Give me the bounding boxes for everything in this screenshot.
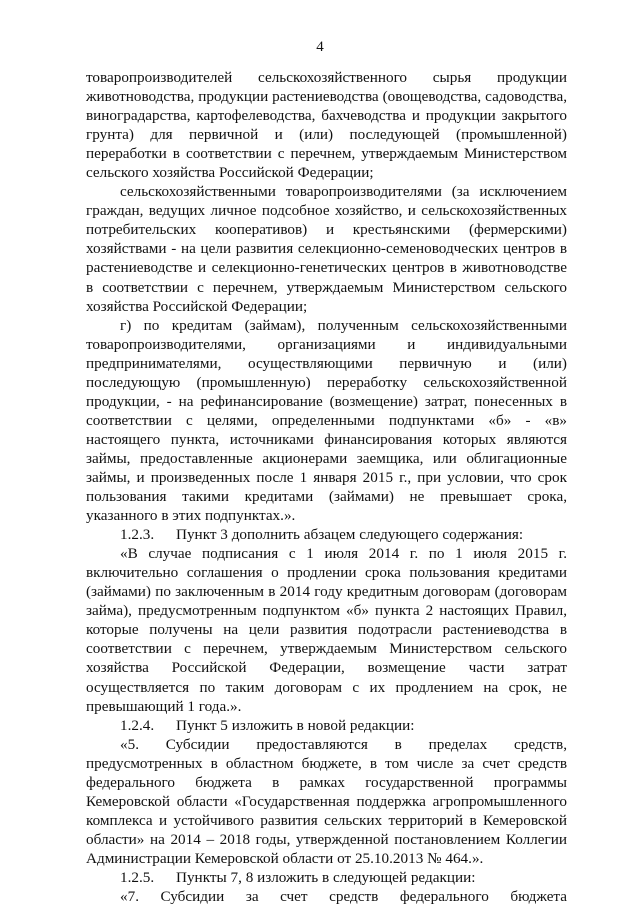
item-heading-text: Пункт 3 дополнить абзацем следующего содержания: <box>176 526 524 544</box>
item-number: 1.2.5. <box>120 868 155 886</box>
item-heading-text: Пункты 7, 8 изложить в следующей редакции: <box>176 868 476 886</box>
paragraph-selection-centers: сельскохозяйственными товаропроизводителями (за исключением граждан, ведущих личное подсобное хозяйство, и сельскохозяйственных потребительских кооперативов) и крестьянскими (фермерскими) хозяйствами - на цели развития селекционно-семеноводческих центров в растениеводстве и селекционно-генетических центров в животноводстве в соответствии с перечнем, утверждаемым Министерством сельского хозяйства Российской Федерации; <box>86 183 567 315</box>
item-heading-1-2-4 <box>86 716 567 735</box>
paragraph-quote-point-7: «7. Субсидии за счет средств федерального бюджета <box>120 888 567 906</box>
page-number: 4 <box>316 39 324 55</box>
item-heading-text: Пункт 5 изложить в новой редакции: <box>176 716 415 734</box>
item-number: 1.2.3. <box>120 526 155 544</box>
item-heading-1-2-3 <box>86 525 567 544</box>
paragraph-subitem-g: г) по кредитам (займам), полученным сельскохозяйственными товаропроизводителями, организациями и индивидуальными предпринимателями, осуществляющими первичную и (или) последующую (промышленную) переработку сельскохозяйственной продукции, - на рефинансирование (возмещение) затрат, понесенных в соответствии с целями, определенными подпунктами «б» - «в» настоящего пункта, источниками финансирования которых являются займы, предоставленные акционерами заемщика, или облигационные займы, и произведенных после 1 января 2015 г., при условии, что срок пользования такими кредитами (займами) не превышает срока, указанного в этих подпунктах.». <box>86 316 567 525</box>
item-number: 1.2.4. <box>120 716 155 734</box>
paragraph-quote-point-5: «5. Субсидии предоставляются в пределах средств, предусмотренных в областном бюджете, в том числе за счет средств федерального бюджета в рамках государственной программы Кемеровской области «Государственная поддержка агропромышленного комплекса и устойчивого развития сельских территорий в Кемеровской области» на 2014 – 2018 годы, утвержденной постановлением Коллегии Администрации Кемеровской области от 25.10.2013 № 464.». <box>86 735 567 867</box>
item-heading-1-2-5 <box>86 868 567 887</box>
paragraph-continuation: товаропроизводителей сельскохозяйственного сырья продукции животноводства, продукции растениеводства (овощеводства, садоводства, виноградарства, картофелеводства, бахчеводства и продукции закрытого грунта) для первичной и (или) последующей (промышленной) переработки в соответствии с перечнем, утверждаемым Министерством сельского хозяйства Российской Федерации; <box>86 69 567 182</box>
paragraph-quote-case: «В случае подписания с 1 июля 2014 г. по 1 июля 2015 г. включительно соглашения о продлении срока пользования кредитами (займами) по заключенным в 2014 году кредитным договорам (договорам займа), предусмотренным подпунктом «б» пункта 2 настоящих Правил, которые получены на цели развития подотрасли растениеводства в соответствии с перечнем, утверждаемым Министерством сельского хозяйства Российской Федерации, возмещение части затрат осуществляется по таким договорам с их продлением на срок, не превышающий 1 года.». <box>86 545 567 715</box>
document-body <box>86 68 567 906</box>
